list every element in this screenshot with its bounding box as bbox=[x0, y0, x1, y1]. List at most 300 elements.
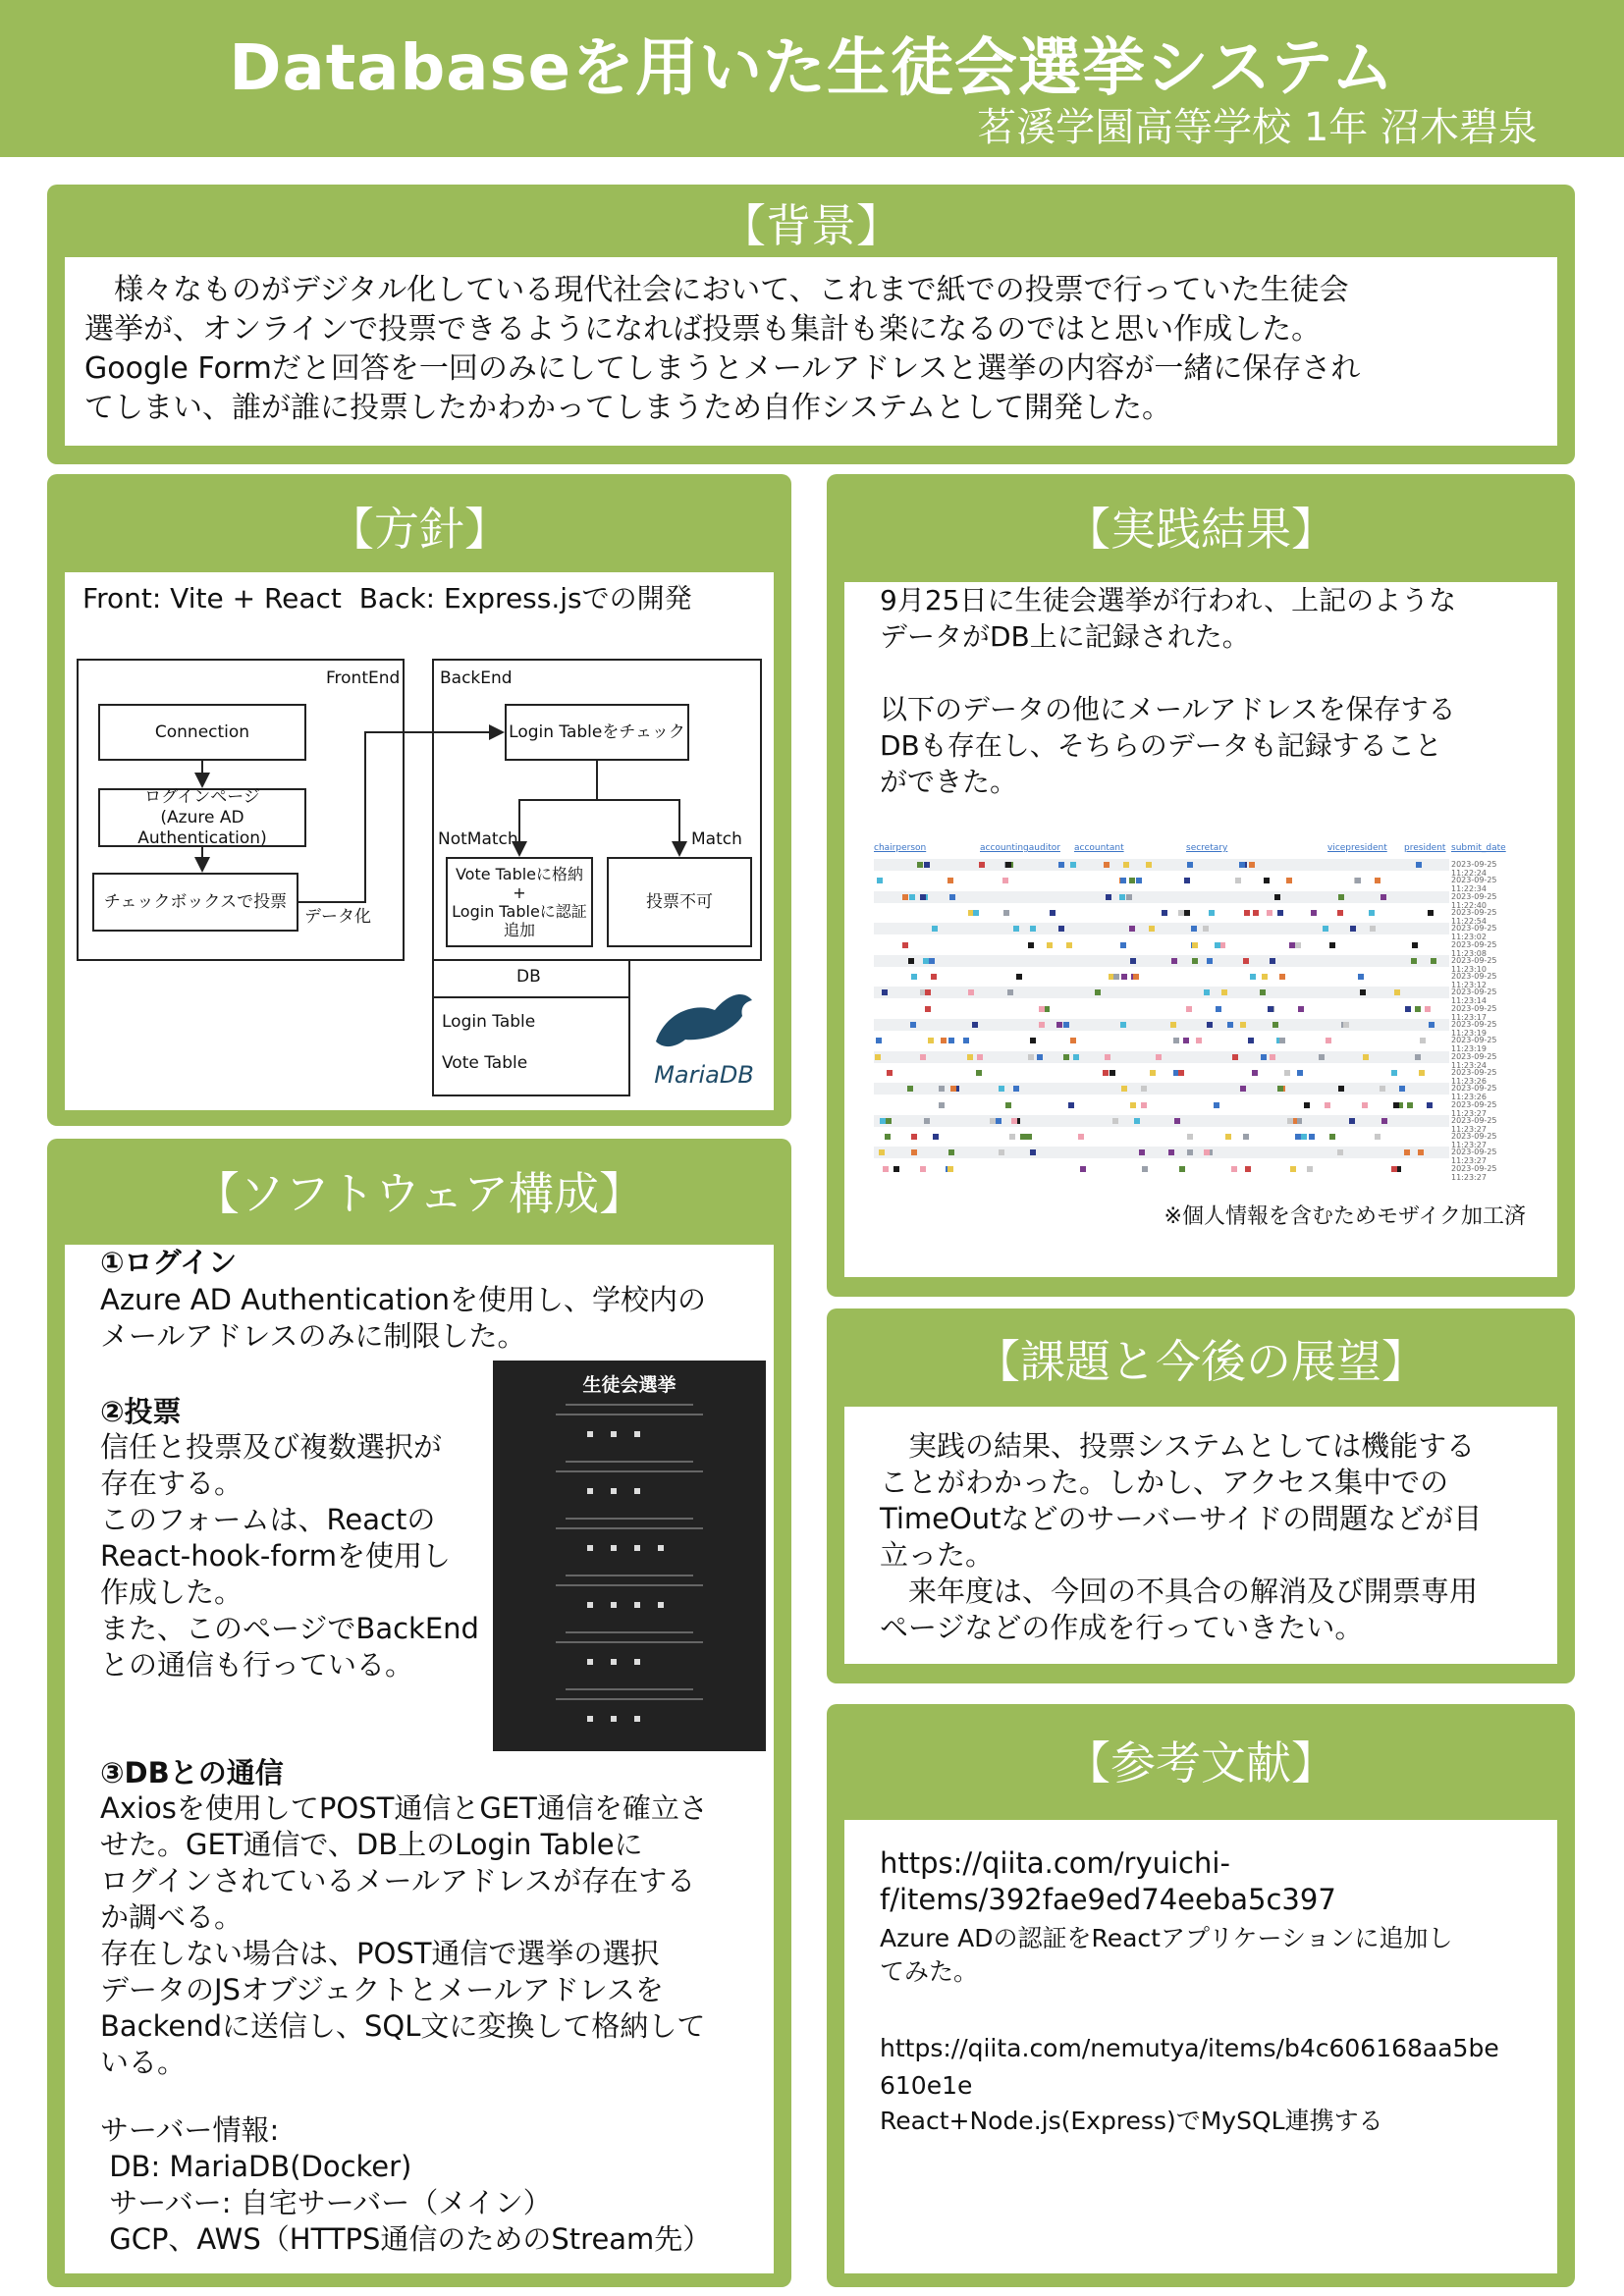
mosaic-pixel bbox=[1009, 1134, 1015, 1140]
mosaic-pixel bbox=[1204, 1149, 1210, 1155]
results-panel bbox=[827, 474, 1575, 1297]
mosaic-pixel bbox=[1419, 1070, 1425, 1076]
mosaic-pixel bbox=[1130, 1102, 1136, 1108]
mosaic-pixel bbox=[1338, 1086, 1344, 1092]
mosaic-pixel bbox=[1173, 1038, 1179, 1043]
form-question-line bbox=[566, 1575, 693, 1576]
mosaic-pixel bbox=[1405, 1006, 1411, 1012]
form-question-line bbox=[556, 1414, 703, 1415]
policy-panel bbox=[47, 474, 791, 1126]
mosaic-pixel bbox=[932, 926, 938, 932]
mosaic-pixel bbox=[1123, 862, 1129, 868]
mosaic-pixel bbox=[1187, 1149, 1193, 1155]
mosaic-pixel bbox=[879, 1149, 885, 1155]
mosaic-pixel bbox=[887, 1070, 893, 1076]
header-banner bbox=[0, 0, 1624, 157]
mosaic-pixel bbox=[886, 1118, 892, 1124]
mosaic-pixel bbox=[1168, 1149, 1174, 1155]
mosaic-pixel bbox=[1174, 1118, 1180, 1124]
mosaic-pixel bbox=[1355, 878, 1361, 883]
mosaic-pixel bbox=[1186, 1006, 1192, 1012]
mosaic-pixel bbox=[1070, 1038, 1076, 1043]
mosaic-pixel bbox=[1119, 894, 1125, 900]
submit-date-cell: 2023-09-25 11:23:19 bbox=[1451, 1036, 1497, 1054]
submit-date-cell: 2023-09-25 11:23:08 bbox=[1451, 939, 1497, 958]
mosaic-pixel bbox=[925, 989, 931, 995]
mosaic-pixel bbox=[1267, 910, 1272, 916]
issues-title: 【課題と今後の展望】 bbox=[975, 1335, 1427, 1388]
mosaic-pixel bbox=[1013, 1086, 1019, 1092]
mosaic-pixel bbox=[1243, 1134, 1249, 1140]
mosaic-pixel bbox=[1187, 1134, 1193, 1140]
mosaic-pixel bbox=[1245, 1166, 1251, 1172]
mosaic-pixel bbox=[1104, 862, 1110, 868]
submit-date-cell: 2023-09-25 11:23:27 bbox=[1451, 1163, 1497, 1182]
mosaic-pixel bbox=[1250, 974, 1256, 980]
submit-date-cell: 2023-09-25 11:23:27 bbox=[1451, 1148, 1497, 1166]
mosaic-pixel bbox=[1142, 1166, 1148, 1172]
mosaic-pixel bbox=[1183, 1038, 1189, 1043]
mosaic-pixel bbox=[1415, 1054, 1421, 1060]
mosaic-pixel bbox=[1428, 910, 1434, 916]
mosaic-pixel bbox=[967, 1054, 973, 1060]
mosaic-pixel bbox=[1337, 910, 1343, 916]
mosaic-pixel bbox=[1209, 910, 1215, 916]
checkbox-icon[interactable] bbox=[611, 1659, 617, 1665]
mosaic-pixel bbox=[1133, 974, 1139, 980]
backend-label: BackEnd bbox=[440, 668, 513, 688]
mosaic-pixel bbox=[979, 862, 985, 868]
mosaic-pixel bbox=[1311, 910, 1317, 916]
mosaic-pixel bbox=[1187, 862, 1193, 868]
ref2-title: React+Node.js(Express)でMySQL連携する bbox=[880, 2107, 1383, 2135]
mosaic-pixel bbox=[939, 1086, 945, 1092]
checkbox-icon[interactable] bbox=[587, 1602, 593, 1608]
checkbox-icon[interactable] bbox=[634, 1431, 640, 1437]
checkbox-icon[interactable] bbox=[611, 1431, 617, 1437]
mosaic-pixel bbox=[1391, 1070, 1397, 1076]
mosaic-pixel bbox=[968, 989, 974, 995]
form-question-line bbox=[566, 1404, 693, 1406]
checkbox-icon[interactable] bbox=[587, 1488, 593, 1494]
checkbox-icon[interactable] bbox=[587, 1716, 593, 1722]
mosaic-pixel bbox=[950, 1086, 956, 1092]
mosaic-pixel bbox=[1375, 878, 1380, 883]
mosaic-pixel bbox=[1184, 910, 1190, 916]
mosaic-pixel bbox=[1329, 1134, 1335, 1140]
mosaic-pixel bbox=[929, 958, 935, 964]
mosaic-pixel bbox=[1325, 1102, 1330, 1108]
connection-box: Connection bbox=[98, 704, 306, 761]
background-title: 【背景】 bbox=[721, 199, 901, 252]
mosaic-pixel bbox=[1105, 1054, 1110, 1060]
mosaic-pixel bbox=[923, 958, 929, 964]
data-label: データ化 bbox=[304, 907, 371, 927]
submit-date-cell: 2023-09-25 11:23:27 bbox=[1451, 1115, 1497, 1134]
mosaic-pixel bbox=[924, 1118, 930, 1124]
mosaic-pixel bbox=[1304, 1102, 1310, 1108]
mosaic-pixel bbox=[976, 1070, 982, 1076]
checkbox-icon[interactable] bbox=[658, 1545, 664, 1551]
checkbox-icon[interactable] bbox=[587, 1431, 593, 1437]
mosaic-pixel bbox=[875, 1054, 881, 1060]
mosaic-pixel bbox=[1420, 1038, 1426, 1043]
s1-heading: ①ログイン bbox=[100, 1246, 238, 1279]
mosaic-pixel bbox=[1284, 1070, 1290, 1076]
mosaic-pixel bbox=[1240, 1086, 1246, 1092]
mosaic-pixel bbox=[1121, 974, 1127, 980]
mosaic-pixel bbox=[1005, 862, 1011, 868]
mosaic-pixel bbox=[877, 878, 883, 883]
mosaic-pixel bbox=[1391, 1166, 1397, 1172]
mosaic-pixel bbox=[947, 1166, 953, 1172]
mosaic-pixel bbox=[1307, 1166, 1313, 1172]
mosaic-pixel bbox=[1120, 1022, 1126, 1028]
mosaic-pixel bbox=[1066, 942, 1072, 948]
mosaic-pixel bbox=[941, 1038, 947, 1043]
background-panel bbox=[47, 185, 1575, 464]
mosaic-pixel bbox=[947, 878, 953, 883]
mosaic-pixel bbox=[1203, 926, 1209, 932]
mosaic-pixel bbox=[883, 1166, 889, 1172]
mosaic-pixel bbox=[1375, 1134, 1380, 1140]
mosaic-pixel bbox=[1277, 1086, 1283, 1092]
mosaic-pixel bbox=[1178, 1070, 1184, 1076]
mosaic-pixel bbox=[972, 1022, 978, 1028]
mosaic-pixel bbox=[996, 1118, 1001, 1124]
mosaic-pixel bbox=[924, 862, 930, 868]
mosaic-pixel bbox=[1338, 894, 1344, 900]
mosaic-pixel bbox=[1297, 1070, 1303, 1076]
s3-heading: ③DBとの通信 bbox=[100, 1756, 284, 1789]
policy-title: 【方針】 bbox=[329, 503, 510, 556]
submit-date-cell: 2023-09-25 11:22:34 bbox=[1451, 876, 1497, 894]
mosaic-pixel bbox=[1136, 878, 1142, 883]
mosaic-pixel bbox=[876, 1038, 882, 1043]
mosaic-pixel bbox=[1227, 1022, 1233, 1028]
mosaic-pixel bbox=[1162, 910, 1167, 916]
checkbox-icon[interactable] bbox=[658, 1602, 664, 1608]
mosaic-pixel bbox=[1134, 1118, 1140, 1124]
mosaic-pixel bbox=[1120, 878, 1126, 883]
mosaic-pixel bbox=[902, 942, 908, 948]
column-header-submit_date: submit_date bbox=[1451, 843, 1506, 853]
mosaic-pixel bbox=[885, 1134, 891, 1140]
column-header-accountingauditor: accountingauditor bbox=[980, 843, 1060, 853]
table-row-bg bbox=[874, 1147, 1449, 1158]
mosaic-pixel bbox=[1393, 1102, 1399, 1108]
mosaic-pixel bbox=[1011, 1118, 1017, 1124]
mosaic-pixel bbox=[1427, 1102, 1433, 1108]
checkbox-icon[interactable] bbox=[634, 1602, 640, 1608]
mosaic-pixel bbox=[1370, 926, 1376, 932]
mosaic-pixel bbox=[1286, 878, 1292, 883]
mosaic-pixel bbox=[1252, 1070, 1258, 1076]
table-row-bg bbox=[874, 1115, 1449, 1127]
mosaic-pixel bbox=[1028, 1054, 1034, 1060]
mosaic-pixel bbox=[939, 1102, 945, 1108]
mosaic-pixel bbox=[882, 989, 888, 995]
mosaic-pixel bbox=[1343, 1022, 1349, 1028]
voting-form-screenshot bbox=[493, 1361, 766, 1751]
results-text: 9月25日に生徒会選挙が行われ、上記のような データがDB上に記録された。 以下のデータの他にメールアドレスを保存する DBも存在し、そちらのデータも記録すること ができた。 bbox=[880, 584, 1457, 798]
mosaic-pixel bbox=[1272, 1022, 1278, 1028]
mosaic-pixel bbox=[1380, 894, 1386, 900]
mosaic-pixel bbox=[1002, 878, 1008, 883]
checkbox-icon[interactable] bbox=[611, 1716, 617, 1722]
mosaic-pixel bbox=[1184, 878, 1190, 883]
column-header-accountant: accountant bbox=[1074, 843, 1124, 853]
ref2-url: https://qiita.com/nemutya/items/b4c606168aa5be 610e1e bbox=[880, 2034, 1499, 2100]
mosaic-pixel bbox=[1058, 862, 1064, 868]
mosaic-pixel bbox=[1249, 862, 1255, 868]
column-header-secretary: secretary bbox=[1186, 843, 1228, 853]
mosaic-pixel bbox=[925, 1006, 931, 1012]
mosaic-pixel bbox=[909, 894, 915, 900]
notmatch-label: NotMatch bbox=[438, 829, 518, 849]
mosaic-pixel bbox=[1381, 1118, 1387, 1124]
mosaic-pixel bbox=[1350, 926, 1356, 932]
mosaic-pixel bbox=[1240, 1022, 1246, 1028]
mosaic-pixel bbox=[1207, 958, 1213, 964]
references-content bbox=[844, 1820, 1557, 2273]
mosaic-pixel bbox=[920, 894, 926, 900]
mosaic-pixel bbox=[1039, 1022, 1045, 1028]
results-content bbox=[844, 582, 1557, 1277]
checkbox-icon[interactable] bbox=[634, 1659, 640, 1665]
mosaic-pixel bbox=[911, 1149, 917, 1155]
background-text: 様々なものがデジタル化している現代社会において、これまで紙での投票で行っていた生徒会 選挙が、オンラインで投票できるようになれば投票も集計も楽になるのではと思い作成した。 Google Formだと回答を一回のみにしてしまうとメールアドレスと選挙の内容が一緒に保存され てしまい、誰が誰に投票したかわかってしまうため自作システムとして開発した。 bbox=[84, 273, 1361, 425]
submit-date-cell: 2023-09-25 11:22:24 bbox=[1451, 860, 1497, 878]
submit-date-cell: 2023-09-25 11:23:02 bbox=[1451, 924, 1497, 942]
mosaic-pixel bbox=[1149, 926, 1155, 932]
software-panel bbox=[47, 1139, 791, 2287]
mosaic-pixel bbox=[1130, 958, 1136, 964]
s2-heading: ②投票 bbox=[100, 1395, 182, 1428]
mosaic-pixel bbox=[1192, 942, 1198, 948]
mosaic-pixel bbox=[920, 1054, 926, 1060]
issues-panel bbox=[827, 1308, 1575, 1683]
mosaic-pixel bbox=[1207, 1022, 1213, 1028]
mosaic-pixel bbox=[1270, 958, 1275, 964]
mosaic-pixel bbox=[1349, 1118, 1355, 1124]
mosaic-pixel bbox=[1129, 878, 1135, 883]
column-header-chairperson: chairperson bbox=[874, 843, 927, 853]
mosaic-pixel bbox=[1425, 1006, 1431, 1012]
checkbox-icon[interactable] bbox=[634, 1545, 640, 1551]
mosaic-pixel bbox=[1216, 1006, 1221, 1012]
submit-date-cell: 2023-09-25 11:23:27 bbox=[1451, 1099, 1497, 1118]
table-row-bg bbox=[874, 955, 1449, 967]
mosaic-pixel bbox=[1298, 1006, 1304, 1012]
checkbox-icon[interactable] bbox=[611, 1488, 617, 1494]
mosaic-pixel bbox=[1007, 989, 1013, 995]
mosaic-pixel bbox=[1141, 1102, 1147, 1108]
ref1-url: https://qiita.com/ryuichi- f/items/392fae9ed74eeba5c397 bbox=[880, 1846, 1336, 1916]
checkbox-box: チェックボックスで投票 bbox=[92, 873, 298, 932]
login-table-label: Login Table bbox=[442, 1012, 536, 1032]
s3-text: Axiosを使用してPOST通信とGET通信を確立さ せた。GET通信で、DB上のLogin Tableに ログインされているメールアドレスが存在する か調べる。 存在しない場合は、POST通信で選挙の選択 データのJSオブジェクトとメールアドレスを Backendに送信し、SQL文に変換して格納して いる。 bbox=[100, 1791, 708, 2079]
mosaic-pixel bbox=[908, 958, 914, 964]
mosaic-pixel bbox=[1380, 1086, 1385, 1092]
mosaic-pixel bbox=[1225, 1134, 1231, 1140]
references-panel bbox=[827, 1704, 1575, 2287]
submit-date-cell: 2023-09-25 11:22:40 bbox=[1451, 891, 1497, 910]
table-row-bg bbox=[874, 1083, 1449, 1095]
mosaic-pixel bbox=[948, 1038, 954, 1043]
form-question-line bbox=[566, 1518, 693, 1520]
mosaic-pixel bbox=[1150, 1070, 1156, 1076]
mosaic-pixel bbox=[999, 1086, 1004, 1092]
table-row-bg bbox=[874, 891, 1449, 903]
mosaic-pixel bbox=[1058, 926, 1064, 932]
checkbox-icon[interactable] bbox=[587, 1545, 593, 1551]
submit-date-cell: 2023-09-25 11:23:17 bbox=[1451, 1003, 1497, 1022]
mosaic-pixel bbox=[1030, 1038, 1036, 1043]
mosaic-pixel bbox=[1120, 942, 1126, 948]
mosaic-pixel bbox=[1261, 1054, 1267, 1060]
mosaic-pixel bbox=[1277, 910, 1283, 916]
checkbox-icon[interactable] bbox=[634, 1488, 640, 1494]
checkbox-icon[interactable] bbox=[634, 1716, 640, 1722]
mosaic-pixel bbox=[1363, 1054, 1369, 1060]
mosaic-pixel bbox=[931, 974, 937, 980]
mosaic-pixel bbox=[1129, 926, 1135, 932]
mosaic-pixel bbox=[1407, 1102, 1413, 1108]
mosaic-pixel bbox=[1248, 1038, 1254, 1043]
mosaic-pixel bbox=[1416, 862, 1422, 868]
checkbox-icon[interactable] bbox=[611, 1602, 617, 1608]
mosaic-pixel bbox=[1287, 1118, 1293, 1124]
no-vote-box: 投票不可 bbox=[607, 857, 752, 947]
mosaic-pixel bbox=[999, 1149, 1004, 1155]
mosaic-pixel bbox=[1214, 1102, 1219, 1108]
form-question-line bbox=[556, 1584, 703, 1586]
mosaic-pixel bbox=[1204, 989, 1210, 995]
vote-store-label: Vote Tableに格納 + Login Tableに認証 追加 bbox=[452, 865, 587, 939]
mosaic-pixel bbox=[1141, 1086, 1147, 1092]
column-header-vicepresident: vicepresident bbox=[1327, 843, 1387, 853]
mosaic-pixel bbox=[1290, 1166, 1296, 1172]
mosaic-pixel bbox=[1112, 1118, 1118, 1124]
mosaic-pixel bbox=[1412, 942, 1418, 948]
mosaic-pixel bbox=[1121, 1086, 1127, 1092]
mosaic-pixel bbox=[1146, 862, 1152, 868]
policy-subtitle: Front: Vite + React Back: Express.jsでの開発 bbox=[82, 582, 692, 614]
mosaic-pixel bbox=[1191, 926, 1197, 932]
submit-date-cell: 2023-09-25 11:23:12 bbox=[1451, 972, 1497, 990]
form-question-line bbox=[566, 1631, 693, 1633]
poster-title: Databaseを用いた生徒会選挙システム bbox=[229, 32, 1395, 105]
mosaic-pixel bbox=[949, 894, 955, 900]
form-question-line bbox=[556, 1470, 703, 1472]
login-page-label: ログインページ (Azure AD Authentication) bbox=[137, 786, 267, 848]
results-note: ※個人情報を含むためモザイク加工済 bbox=[1164, 1204, 1526, 1229]
mosaic-pixel bbox=[1139, 1149, 1145, 1155]
checkbox-icon[interactable] bbox=[587, 1659, 593, 1665]
form-question-line bbox=[566, 1688, 693, 1690]
ref1-title: Azure ADの認証をReactアプリケーションに追加し てみた。 bbox=[880, 1924, 1453, 1986]
mosaic-pixel bbox=[1005, 1102, 1011, 1108]
mosaic-pixel bbox=[1221, 989, 1227, 995]
mosaic-pixel bbox=[1337, 1149, 1343, 1155]
mosaic-pixel bbox=[948, 1149, 954, 1155]
mosaic-pixel bbox=[1404, 1149, 1410, 1155]
mosaic-pixel bbox=[1295, 942, 1301, 948]
mosaic-pixel bbox=[1003, 910, 1009, 916]
mosaic-pixel bbox=[1301, 1134, 1307, 1140]
results-title: 【実践結果】 bbox=[1065, 503, 1336, 556]
checkbox-icon[interactable] bbox=[611, 1545, 617, 1551]
software-title: 【ソフトウェア構成】 bbox=[193, 1167, 645, 1220]
mosaic-pixel bbox=[933, 1134, 939, 1140]
mosaic-pixel bbox=[1196, 1038, 1202, 1043]
mosaic-pixel bbox=[1239, 862, 1245, 868]
mosaic-pixel bbox=[1047, 942, 1053, 948]
mosaic-pixel bbox=[917, 862, 923, 868]
flow-arrows bbox=[65, 572, 774, 1110]
mosaic-pixel bbox=[977, 1054, 983, 1060]
mosaic-pixel bbox=[1113, 974, 1119, 980]
mosaic-pixel bbox=[1030, 1149, 1036, 1155]
submit-date-cell: 2023-09-25 11:23:27 bbox=[1451, 1132, 1497, 1150]
vote-table-label: Vote Table bbox=[442, 1053, 528, 1073]
mosaic-pixel bbox=[1037, 1054, 1043, 1060]
policy-content bbox=[65, 572, 774, 1110]
mosaic-pixel bbox=[1358, 974, 1364, 980]
mosaic-pixel bbox=[1262, 974, 1268, 980]
mosaic-pixel bbox=[928, 1038, 934, 1043]
frontend-label: FrontEnd bbox=[326, 668, 401, 688]
mosaic-pixel bbox=[1279, 1038, 1285, 1043]
match-label: Match bbox=[691, 829, 742, 849]
issues-content bbox=[844, 1407, 1557, 1664]
table-row-bg bbox=[874, 1019, 1449, 1031]
submit-date-cell: 2023-09-25 11:23:26 bbox=[1451, 1067, 1497, 1086]
mosaic-pixel bbox=[963, 1038, 969, 1043]
references-title: 【参考文献】 bbox=[1065, 1736, 1336, 1789]
mosaic-pixel bbox=[1039, 1006, 1045, 1012]
mosaic-pixel bbox=[1179, 1166, 1185, 1172]
mosaic-pixel bbox=[1360, 989, 1366, 995]
mosaic-pixel bbox=[1063, 1054, 1069, 1060]
mosaic-pixel bbox=[1394, 989, 1400, 995]
s1-text: Azure AD Authenticationを使用し、学校内の メールアドレスのみに制限した。 bbox=[100, 1283, 707, 1353]
mosaic-pixel bbox=[1013, 926, 1019, 932]
mosaic-pixel bbox=[1431, 958, 1436, 964]
mosaic-pixel bbox=[1319, 1054, 1325, 1060]
submit-date-cell: 2023-09-25 11:23:26 bbox=[1451, 1084, 1497, 1102]
form-question-line bbox=[556, 1527, 703, 1529]
background-content bbox=[65, 257, 1557, 446]
mosaic-pixel bbox=[973, 910, 979, 916]
mosaic-pixel bbox=[1095, 989, 1101, 995]
mosaic-pixel bbox=[1415, 1006, 1421, 1012]
submit-date-cell: 2023-09-25 11:23:10 bbox=[1451, 955, 1497, 974]
mosaic-pixel bbox=[1073, 1054, 1079, 1060]
mosaic-pixel bbox=[1063, 1022, 1069, 1028]
mosaic-pixel bbox=[1369, 910, 1375, 916]
software-content bbox=[65, 1245, 774, 2273]
submit-date-cell: 2023-09-25 11:23:19 bbox=[1451, 1020, 1497, 1038]
mosaic-pixel bbox=[1309, 1134, 1315, 1140]
submit-date-cell: 2023-09-25 11:23:14 bbox=[1451, 988, 1497, 1006]
login-check-box: Login Tableをチェック bbox=[505, 704, 689, 761]
mosaic-pixel bbox=[907, 1086, 913, 1092]
mosaic-pixel bbox=[1268, 1006, 1273, 1012]
mosaic-pixel bbox=[910, 1022, 916, 1028]
mosaic-pixel bbox=[893, 1166, 899, 1172]
